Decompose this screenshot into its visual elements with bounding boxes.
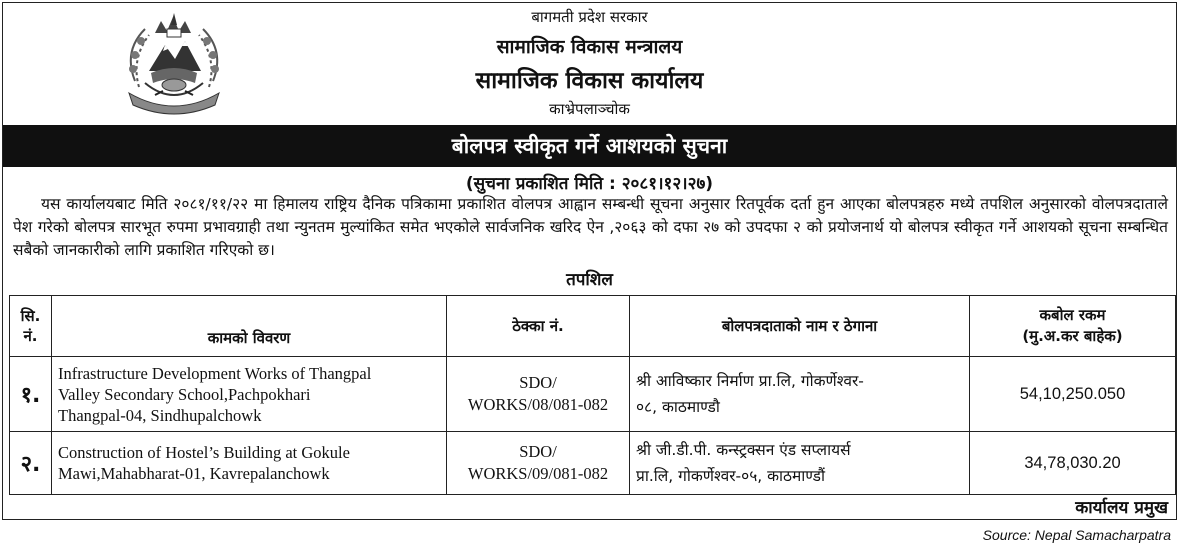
office-name: सामाजिक विकास कार्यालय [475, 68, 704, 94]
row-serial: २. [10, 432, 52, 495]
table-header-row [10, 296, 1176, 357]
schedule-heading: तपशिल [566, 270, 613, 290]
row-amount: 54,10,250.050 [970, 357, 1176, 432]
header-serial: सि. नं. [10, 296, 52, 357]
signatory: कार्यालय प्रमुख [1075, 498, 1168, 518]
bid-table [9, 295, 1176, 495]
row-contract-no: SDO/ WORKS/09/081-082 [447, 432, 630, 495]
notice-body: यस कार्यालयबाट मिति २०८१/११/२२ मा हिमालय राष्ट्रिय दैनिक पत्रिकामा प्रकाशित वोलपत्र आह्वान सम्बन्धी सूचना अनुसार रितपूर्वक दर्ता हुन आएका बोलपत्रहरु मध्ये तपशिल अनुसारको वोलपत्रदाताले पेश गरेको बोलपत्र सारभूत रुपमा प्रभावग्राही तथा न्युनतम मुल्यांकित समेत भएकोले सार्वजनिक खरिद ऐन ,२०६३ को दफा २७ को उपदफा २ को प्रयोजनार्थ यो बोलपत्र स्वीकृत गर्ने आशयको सूचना सम्बन्धित सबैको जानकारीको लागि प्रकाशित गरिएको छ। [13, 195, 1168, 259]
row-contract-no: SDO/ WORKS/08/081-082 [447, 357, 630, 432]
row-bidder: श्री आविष्कार निर्माण प्रा.लि, गोकर्णेश्वर- ०८, काठमाण्डौ [630, 357, 970, 432]
row-amount: 34,78,030.20 [970, 432, 1176, 495]
tender-notice [2, 2, 1177, 520]
header-amount: कबोल रकम (मु.अ.कर बाहेक) [970, 296, 1176, 357]
table-row [10, 357, 1176, 432]
table-row [10, 432, 1176, 495]
header-description: कामको विवरण [52, 296, 447, 357]
notice-title: बोलपत्र स्वीकृत गर्ने आशयको सुचना [3, 125, 1176, 167]
header-bidder: बोलपत्रदाताको नाम र ठेगाना [630, 296, 970, 357]
ministry-name: सामाजिक विकास मन्त्रालय [496, 36, 683, 58]
row-description: Construction of Hostel’s Building at Gokule Mawi,Mahabharat-01, Kavrepalanchowk [52, 432, 447, 495]
row-serial: १. [10, 357, 52, 432]
row-description: Infrastructure Development Works of Thangpal Valley Secondary School,Pachpokhari Thangpal-04, Sindhupalchowk [52, 357, 447, 432]
row-bidder: श्री जी.डी.पी. कन्स्ट्रक्सन एंड सप्लायर्स प्रा.लि, गोकर्णेश्वर-०५, काठमाण्डौं [630, 432, 970, 495]
publication-date: (सुचना प्रकाशित मिति : २०८१।१२।२७) [465, 174, 714, 194]
header-contract-no: ठेक्का नं. [447, 296, 630, 357]
source-credit: Source: Nepal Samacharpatra [982, 527, 1171, 543]
province-government: बागमती प्रदेश सरकार [531, 8, 648, 26]
office-location: काभ्रेपलाञ्चोक [549, 100, 630, 118]
notice-header [3, 3, 1176, 125]
